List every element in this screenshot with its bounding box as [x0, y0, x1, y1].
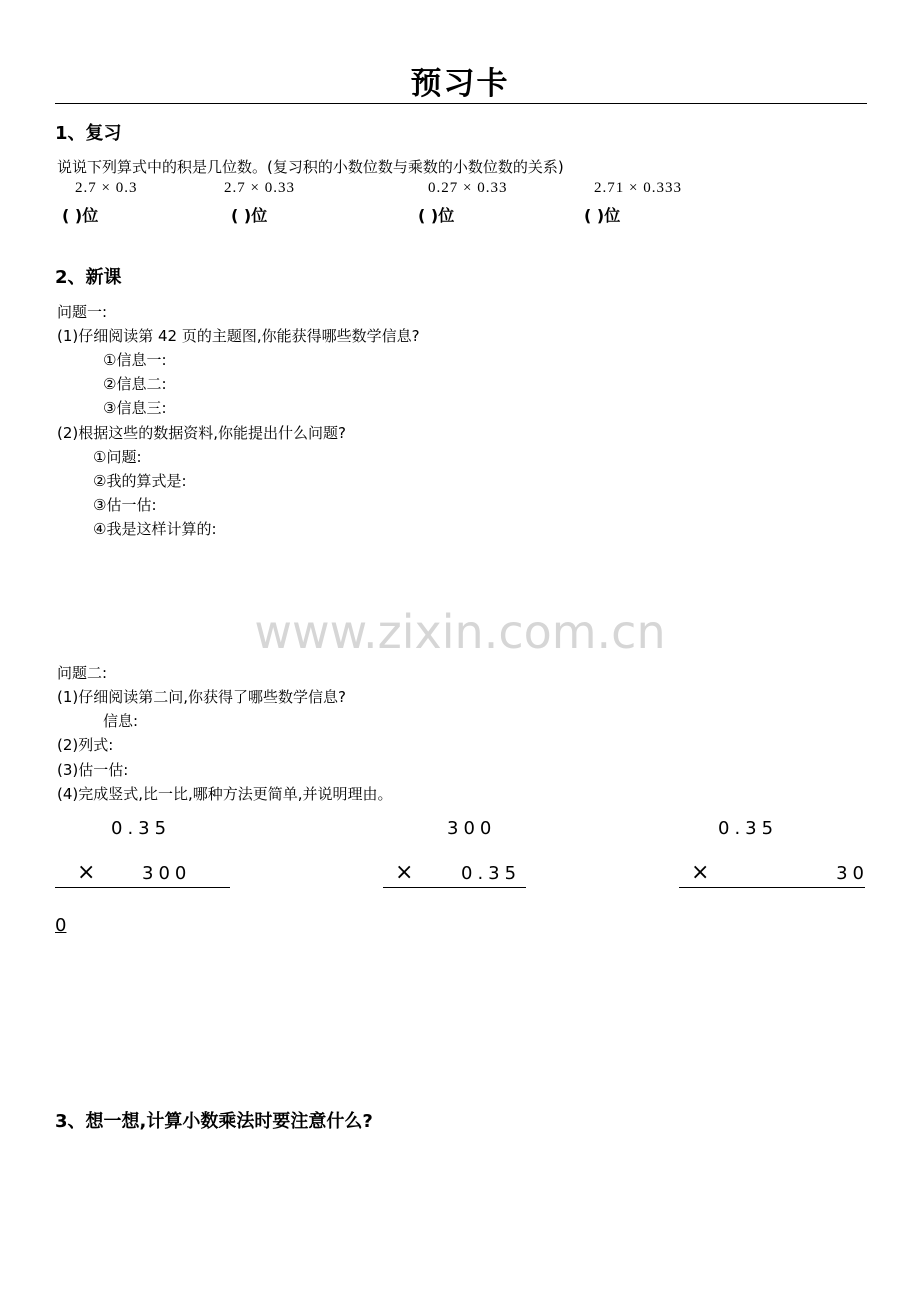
question-1-part-2: (2)根据这些的数据资料,你能提出什么问题? [57, 424, 346, 442]
info-item-1: ①信息一: [103, 351, 167, 369]
step-item-4: ④我是这样计算的: [93, 520, 217, 538]
question-2-part-1: (1)仔细阅读第二问,你获得了哪些数学信息? [57, 688, 346, 706]
page-title: 预习卡 [410, 66, 510, 102]
multiply-sign: × [395, 860, 414, 885]
vertical-calc-2-multiplier-row [383, 860, 526, 888]
answer-blank-4[interactable]: ( )位 [584, 206, 621, 225]
watermark: www.zixin.com.cn [254, 605, 666, 659]
title-underline [55, 103, 867, 104]
question-1-part-1: (1)仔细阅读第 42 页的主题图,你能获得哪些数学信息? [57, 327, 420, 345]
question-2-title: 问题二: [57, 664, 108, 682]
review-expression-4: 2.71 × 0.333 [594, 180, 682, 196]
answer-blank-3[interactable]: ( )位 [418, 206, 455, 225]
info-item-2: ②信息二: [103, 375, 167, 393]
step-item-2: ②我的算式是: [93, 472, 187, 490]
vertical-calc-3-multiplier-row [679, 860, 869, 888]
question-2-part-2: (2)列式: [57, 736, 114, 754]
step-item-1: ①问题: [93, 448, 142, 466]
wrapped-digit: 0 [55, 915, 67, 936]
question-2-part-3: (3)估一估: [57, 761, 129, 779]
vertical-calc-2-bottom: 0.35 [461, 863, 522, 884]
vertical-calc-3-top: 0.35 [718, 818, 779, 839]
section-1-heading: 1、复习 [55, 123, 122, 144]
section-2-heading: 2、新课 [55, 267, 122, 288]
vertical-calc-1-multiplier-row [55, 860, 230, 888]
review-instruction: 说说下列算式中的积是几位数。(复习积的小数位数与乘数的小数位数的关系) [57, 158, 564, 176]
answer-blank-2[interactable]: ( )位 [231, 206, 268, 225]
answer-blank-1[interactable]: ( )位 [62, 206, 99, 225]
vertical-calc-2-top: 300 [447, 818, 497, 839]
info-label: 信息: [103, 712, 139, 730]
section-3-heading: 3、想一想,计算小数乘法时要注意什么? [55, 1111, 373, 1132]
vertical-calc-1-top: 0.35 [111, 818, 172, 839]
review-expression-1: 2.7 × 0.3 [75, 180, 138, 196]
step-item-3: ③估一估: [93, 496, 157, 514]
multiply-sign: × [77, 860, 96, 885]
vertical-calc-1-bottom: 300 [142, 863, 192, 884]
multiply-sign: × [691, 860, 710, 885]
question-1-title: 问题一: [57, 303, 108, 321]
review-expression-2: 2.7 × 0.33 [224, 180, 295, 196]
review-expression-3: 0.27 × 0.33 [428, 180, 508, 196]
vertical-calc-3-bottom: 30 [836, 863, 869, 884]
question-2-part-4: (4)完成竖式,比一比,哪种方法更简单,并说明理由。 [57, 785, 393, 803]
info-item-3: ③信息三: [103, 399, 167, 417]
